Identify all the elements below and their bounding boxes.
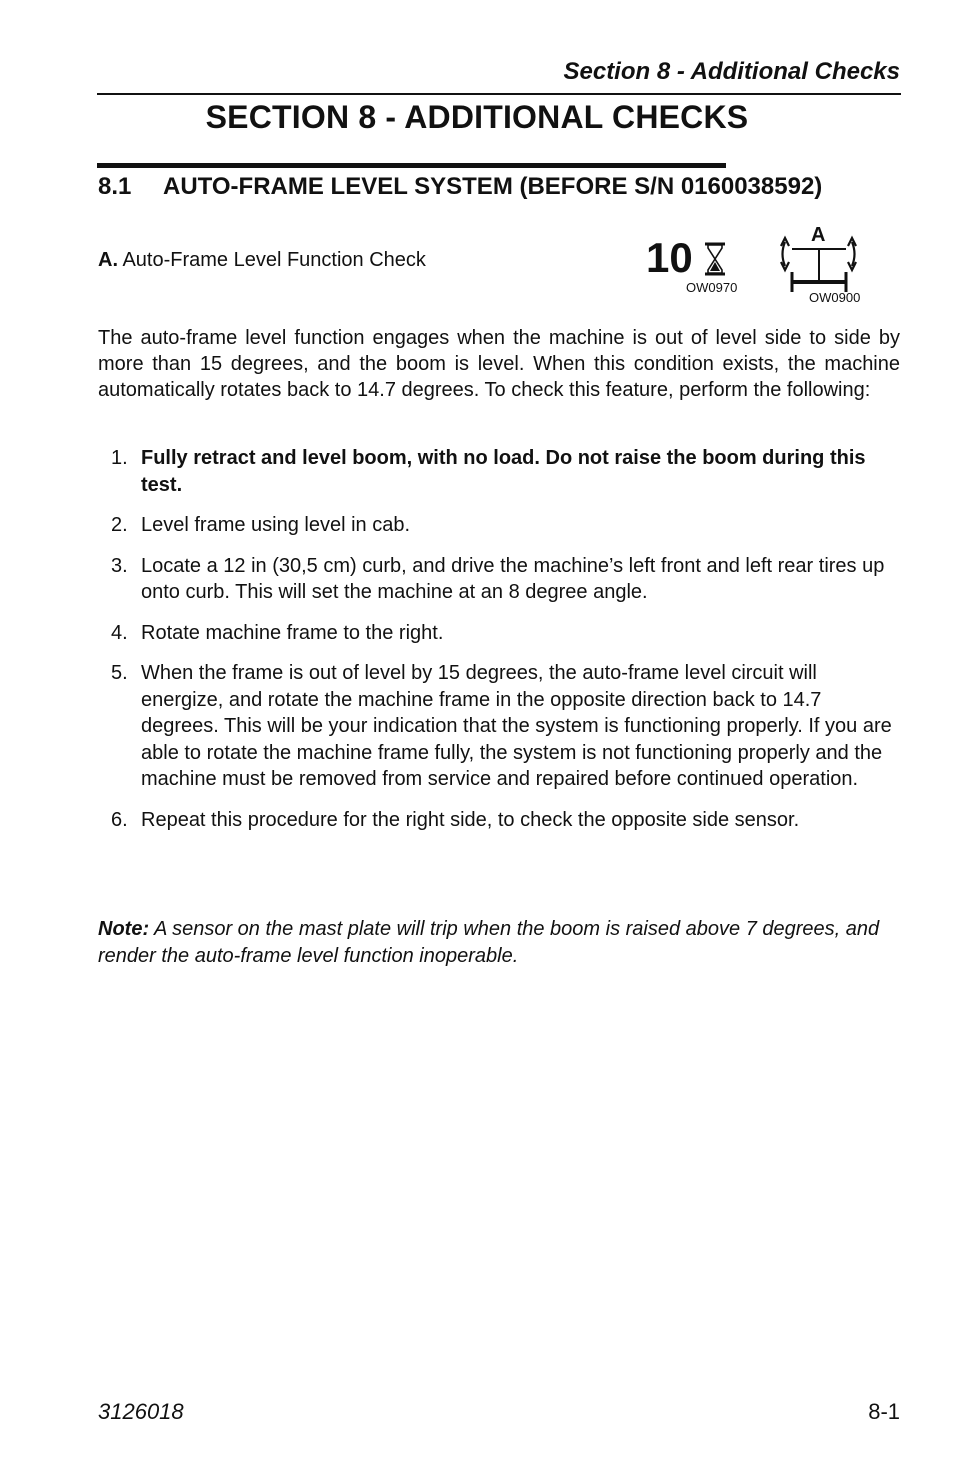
list-item (98, 620, 900, 647)
list-item (98, 512, 900, 539)
section-title: SECTION 8 - ADDITIONAL CHECKS (205, 99, 749, 135)
step-number: 1. (111, 447, 128, 469)
check-heading (98, 249, 426, 272)
procedure-steps (98, 445, 900, 847)
intro-paragraph: The auto-frame level function engages when the machine is out of level side to side by more than 15 degrees, and the boom is level. When this condition exists, the machine automatically rotates back to 14.7 degrees. To check this feature, perform the following: (98, 327, 900, 401)
note-label: Note: (98, 918, 150, 940)
frame-letter: A (811, 224, 826, 246)
check-letter: A. (98, 249, 118, 271)
step-text: Level frame using level in cab. (141, 514, 411, 536)
duration-indicator (646, 234, 756, 296)
list-item (98, 445, 900, 498)
check-title: Auto-Frame Level Function Check (122, 249, 426, 271)
subsection-number: 8.1 (98, 173, 132, 200)
step-number: 5. (111, 662, 128, 684)
list-item (98, 660, 900, 793)
step-number: 3. (111, 554, 128, 577)
subsection-title: AUTO-FRAME LEVEL SYSTEM (BEFORE S/N 0160038592) (163, 173, 823, 200)
duration-value: 10 (646, 234, 693, 281)
list-item (98, 553, 900, 606)
step-text: Fully retract and level boom, with no load. Do not raise the boom during this test. (141, 447, 866, 496)
list-item (98, 807, 900, 834)
step-text: Locate a 12 in (30,5 cm) curb, and drive the machine’s left front and left rear tires up onto curb. This will set the machine at an 8 degree angle. (141, 554, 885, 603)
step-number: 4. (111, 621, 128, 644)
subsection-rule (97, 163, 726, 168)
note-text: A sensor on the mast plate will trip when the boom is raised above 7 degrees, and render the auto-frame level function inoperable. (98, 918, 880, 967)
note-paragraph (98, 916, 900, 970)
subsection-heading (98, 173, 822, 201)
step-text: When the frame is out of level by 15 degrees, the auto-frame level circuit will energize, and rotate the machine frame in the opposite direction back to 14.7 degrees. This will be your indication that the system is functioning properly. If you are able to rotate the machine frame fully, the system is not functioning properly and the machine must be removed from service and repaired before continued operation. (141, 662, 892, 790)
footer-doc-number: 3126018 (98, 1399, 184, 1424)
running-header: Section 8 - Additional Checks (563, 58, 900, 85)
footer-page-number: 8-1 (868, 1399, 900, 1424)
frame-level-icon (778, 222, 878, 292)
duration-code: OW0970 (686, 280, 738, 295)
step-number: 2. (111, 514, 128, 536)
frame-level-indicator (778, 222, 878, 308)
frame-code: OW0900 (809, 290, 861, 305)
step-text: Rotate machine frame to the right. (141, 621, 444, 644)
hourglass-icon (704, 242, 726, 276)
step-text: Repeat this procedure for the right side, to check the opposite side sensor. (141, 808, 800, 831)
header-rule (97, 93, 901, 95)
step-number: 6. (111, 808, 128, 831)
